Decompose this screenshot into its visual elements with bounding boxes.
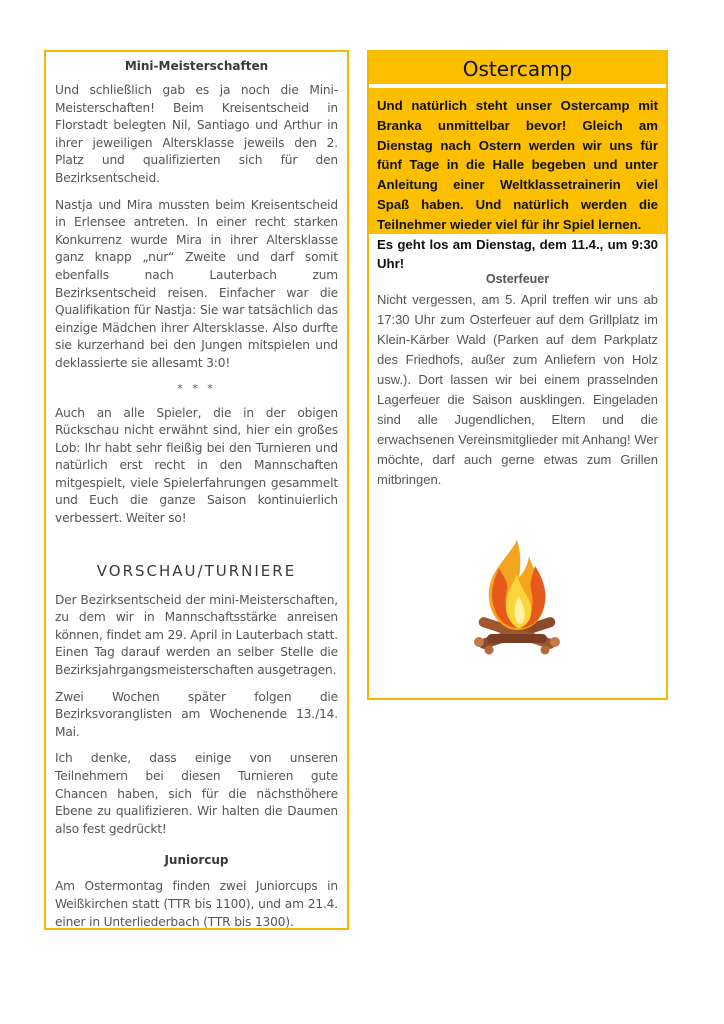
separator: * * * — [177, 381, 216, 395]
campfire-icon — [469, 538, 565, 656]
mini-paragraph-3: Auch an alle Spieler, die in der obigen Rückschau nicht erwähnt sind, hier ein großes Lob: Ihr habt sehr fleißig bei den Turnieren und natürlich erst recht in den Mannschaften mitgespielt, viele Spielerfahrungen gesammelt und Euch die ganze Saison kontinuierlich verbessert. Weiter so! — [55, 405, 338, 526]
osterfeuer-heading: Osterfeuer — [485, 272, 550, 286]
juniorcup-heading: Juniorcup — [164, 853, 229, 868]
ostercamp-text: Und natürlich steht unser Ostercamp mit Branka unmittelbar bevor! Gleich am Dienstag nach Ostern werden wir uns für fünf Tage in die Halle begeben und unter Anleitung einer Weltklassetrainerin viel Spaß haben. Und natürlich werden die Teilnehmer wieder viel für ihr Spiel lernen. — [377, 98, 658, 232]
vorschau-paragraph-3: Ich denke, dass einige von unseren Teilnehmern bei diesen Turnieren gute Chancen haben, sich für die nächsthöhere Ebene zu qualifizieren. Wir halten die Daumen also fest gedrückt! — [55, 751, 338, 836]
ostercamp-date-line: Es geht los am Dienstag, dem 11.4., um 9:30 Uhr! — [377, 236, 658, 272]
osterfeuer-text: Nicht vergessen, am 5. April treffen wir uns ab 17:30 Uhr zum Osterfeuer auf dem Grillplatz im Klein-Kärber Wald (Parken auf dem Parkplatz des Friedhofs, außer zum Anliefern von Holz usw.). Dort lassen wir bei einem prasselnden Lagerfeuer die Saison ausklingen. Eingeladen sind alle Jugendlichen, Eltern und die erwachsenen Vereinsmitglieder mit Anhang! Wer möchte, darf auch gerne etwas zum Grillen mitbringen. — [377, 292, 658, 487]
ostercamp-announcement — [369, 88, 666, 272]
ostercamp-title: Ostercamp — [369, 52, 666, 88]
vorschau-paragraph-1: Der Bezirksentscheid der mini-Meisterschaften, zu dem wir in Mannschaftsstärke anreisen können, findet am 29. April in Lauterbach statt. Einen Tag darauf werden an selber Stelle die Bezirksjahrgangsmeisterschaften ausgetragen. — [55, 592, 338, 678]
campfire-flames — [489, 540, 546, 630]
vorschau-paragraph-2: Zwei Wochen später folgen die Bezirksvoranglisten am Wochenende 13./14. Mai. — [55, 689, 338, 739]
juniorcup-paragraph: Am Ostermontag finden zwei Juniorcups in Weißkirchen statt (TTR bis 1100), und am 21.4. einer in Unterliederbach (TTR bis 1300). — [55, 879, 338, 929]
right-column-box — [367, 50, 668, 700]
mini-paragraph-1: Und schließlich gab es ja noch die Mini-Meisterschaften! Beim Kreisentscheid in Florstadt belegten Nil, Santiago und Arthur in ihrer jeweiligen Altersklasse jeweils den 2. Platz und qualifizierten sich für den Bezirksentscheid. — [55, 83, 338, 185]
mini-paragraph-2: Nastja und Mira mussten beim Kreisentscheid in Erlensee antreten. In einer recht starken Konkurrenz wurde Mira in ihrer Altersklasse ganz knapp „nur“ Zweite und darf somit ebenfalls nach Lauterbach zum Bezirksentscheid reisen. Einfacher war die Qualifikation für Nastja: Sie war tatsächlich das einzige Mädchen ihrer Altersklasse. Also durfte sie kurzerhand bei den Jungen mitspielen und deklassierte sie allesamt 3:0! — [55, 197, 338, 370]
vorschau-heading: VORSCHAU/TURNIERE — [96, 561, 297, 580]
mini-meisterschaften-heading: Mini-Meisterschaften — [124, 59, 269, 73]
left-column-box — [44, 50, 349, 930]
